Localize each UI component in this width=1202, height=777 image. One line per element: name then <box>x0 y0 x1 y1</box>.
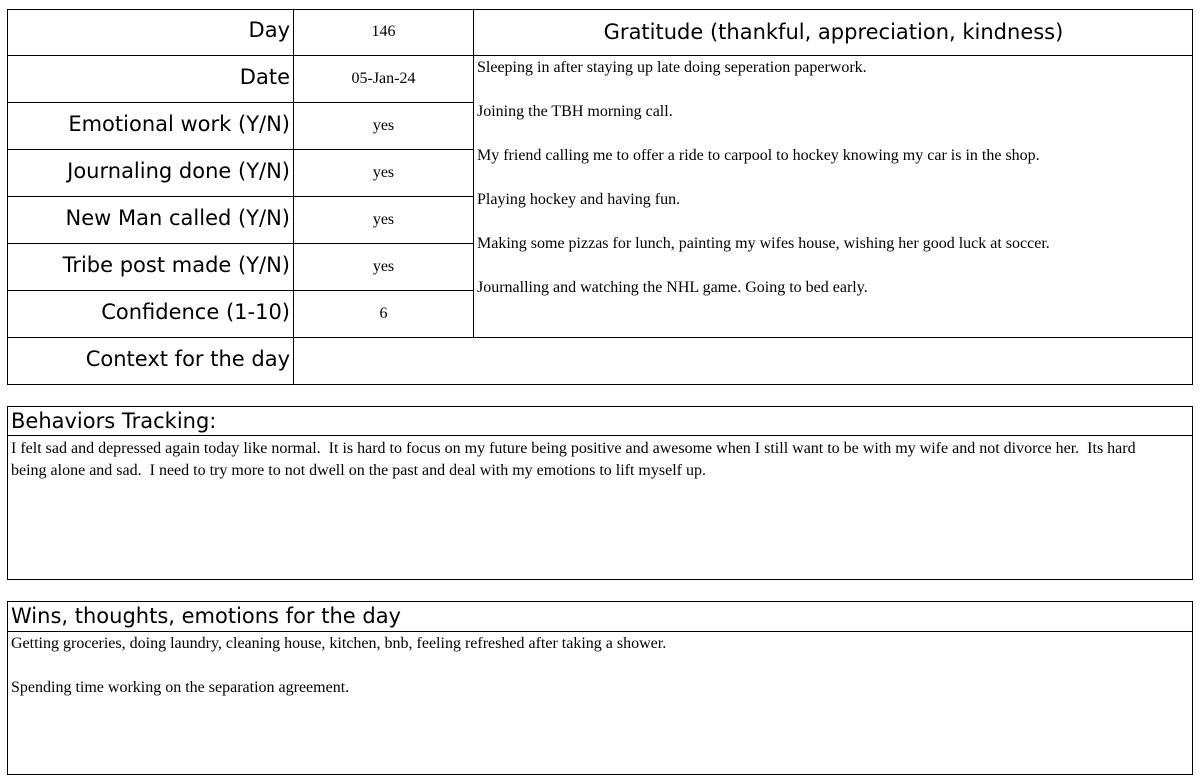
date-label: Date <box>239 65 290 89</box>
day-label: Day <box>248 18 290 42</box>
wins-text-line[interactable]: Getting groceries, doing laundry, cleaning house, kitchen, bnb, feeling refreshed after taking a shower. <box>11 635 667 652</box>
journaling-value[interactable]: yes <box>372 164 395 181</box>
column-divider <box>473 9 474 338</box>
emotional-work-label: Emotional work (Y/N) <box>68 112 290 136</box>
confidence-value[interactable]: 6 <box>379 305 388 322</box>
label-column <box>7 9 293 385</box>
gratitude-item[interactable]: Joining the TBH morning call. <box>477 103 673 120</box>
wins-text-line[interactable]: Spending time working on the separation agreement. <box>11 679 350 696</box>
behaviors-text-line[interactable]: I felt sad and depressed again today like normal. It is hard to focus on my future being positive and awesome when I still want to be with my wife and not divorce her. Its hard <box>11 440 1136 457</box>
context-label: Context for the day <box>85 347 290 371</box>
gratitude-header-divider <box>473 55 1193 56</box>
gratitude-heading: Gratitude (thankful, appreciation, kindness) <box>603 20 1064 44</box>
context-value[interactable] <box>298 350 1188 380</box>
date-value[interactable]: 05-Jan-24 <box>351 70 416 87</box>
confidence-label: Confidence (1-10) <box>101 300 290 324</box>
column-divider <box>293 9 294 385</box>
tribe-post-value[interactable]: yes <box>372 258 395 275</box>
wins-header-divider <box>7 631 1193 632</box>
gratitude-item[interactable]: Sleeping in after staying up late doing seperation paperwork. <box>477 59 867 76</box>
new-man-called-value[interactable]: yes <box>372 211 395 228</box>
gratitude-item[interactable]: Journalling and watching the NHL game. Going to bed early. <box>477 279 868 296</box>
gratitude-item[interactable]: Making some pizzas for lunch, painting my wifes house, wishing her good luck at soccer. <box>477 235 1050 252</box>
behaviors-header-divider <box>7 435 1193 436</box>
gratitude-item[interactable]: My friend calling me to offer a ride to carpool to hockey knowing my car is in the shop. <box>477 147 1040 164</box>
new-man-called-label: New Man called (Y/N) <box>65 206 290 230</box>
wins-heading: Wins, thoughts, emotions for the day <box>11 604 401 628</box>
day-value[interactable]: 146 <box>371 23 396 40</box>
behaviors-heading: Behaviors Tracking: <box>11 409 217 433</box>
tribe-post-label: Tribe post made (Y/N) <box>62 253 290 277</box>
behaviors-text-line[interactable]: being alone and sad. I need to try more to not dwell on the past and deal with my emotions to lift myself up. <box>11 462 706 479</box>
journaling-label: Journaling done (Y/N) <box>67 159 290 183</box>
gratitude-item[interactable]: Playing hockey and having fun. <box>477 191 681 208</box>
emotional-work-value[interactable]: yes <box>372 117 395 134</box>
